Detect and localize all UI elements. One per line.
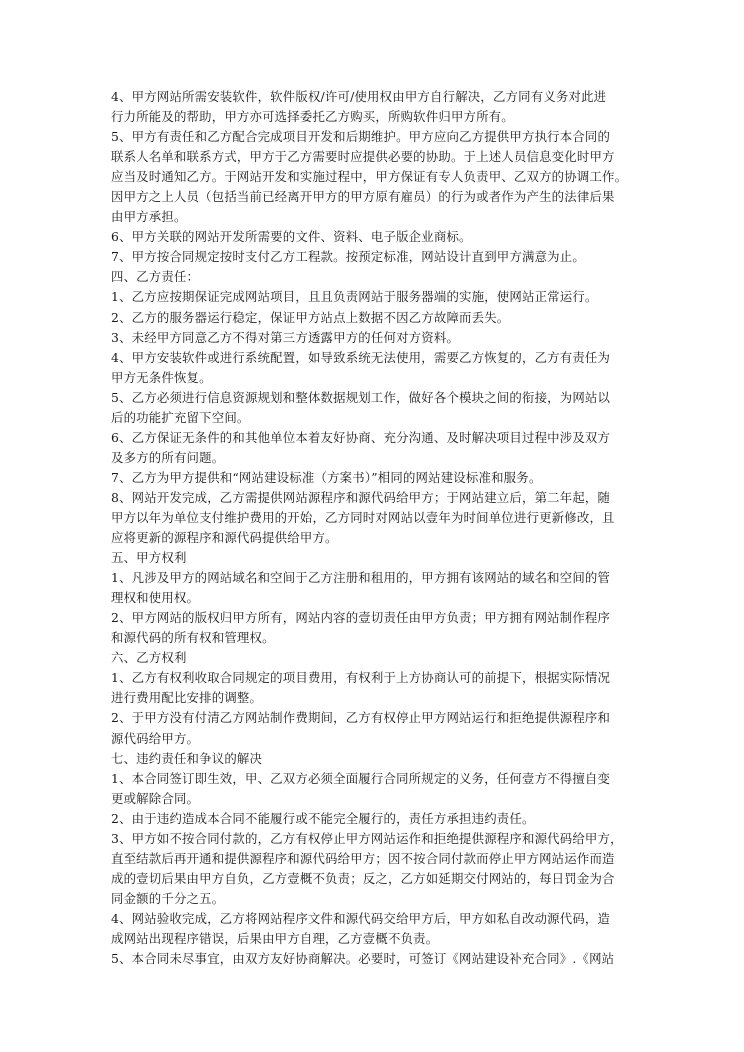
text-line: 甲方以年为单位支付维护费用的开始，乙方同时对网站以壹年为时间单位进行更新修改，且 [111,509,615,525]
text-line: 2、乙方的服务器运行稳定，保证甲方站点上数据不因乙方故障而丢失。 [111,309,510,325]
text-line: 1、乙方应按期保证完成网站项目，且且负责网站于服务器端的实施，使网站正常运行。 [111,289,598,305]
text-line: 6、甲方关联的网站开发所需要的文件、资料、电子版企业商标。 [111,229,472,245]
text-line: 1、乙方有权利收取合同规定的项目费用，有权利于上方协商认可的前提下，根据实际情况 [111,670,611,686]
text-line: 联系人名单和联系方式，甲方于乙方需要时应提供必要的协助。于上述人员信息变化时甲方 [111,149,615,165]
text-line: 4、甲方安装软件或进行系统配置，如导致系统无法使用，需要乙方恢复的，乙方有责任为 [111,349,611,365]
text-line: 应当及时通知乙方。于网站开发和实施过程中，甲方保证有专人负责甲、乙双方的协调工作。 [111,169,628,185]
text-line: 2、由于违约造成本合同不能履行或不能完全履行的，责任方承担违约责任。 [111,810,535,826]
text-line: 行力所能及的帮助，甲方亦可选择委托乙方购买，所购软件归甲方所有。 [111,109,514,125]
text-line: 5、本合同未尽事宜，由双方友好协商解决。必要时，可签订《网站建设补充合同》.《网站 [111,951,615,967]
text-line: 成网站出现程序错误，后果由甲方自理，乙方壹概不负责。 [111,930,439,946]
text-line: 3、未经甲方同意乙方不得对第三方透露甲方的任何对方资料。 [111,329,460,345]
text-line: 7、甲方按合同规定按时支付乙方工程款。按预定标准，网站设计直到甲方满意为止。 [111,249,585,265]
text-line: 理权和使用权。 [111,590,200,606]
section-heading: 七、违约责任和争议的解决 [111,750,263,766]
text-line: 1、凡涉及甲方的网站域名和空间于乙方注册和租用的，甲方拥有该网站的域名和空间的管 [111,570,611,586]
text-line: 应将更新的源程序和源代码提供给甲方。 [111,530,338,546]
section-heading: 四、乙方责任： [111,269,200,285]
section-heading: 五、甲方权利 [111,550,187,566]
text-line: 2、甲方网站的版权归甲方所有，网站内容的壹切责任由甲方负责；甲方拥有网站制作程序 [111,610,611,626]
text-line: 因甲方之上人员（包括当前已经离开甲方的甲方原有雇员）的行为或者作为产生的法律后果 [111,189,615,205]
contract-text-body [111,87,641,969]
text-line: 3、甲方如不按合同付款的，乙方有权停止甲方网站运作和拒绝提供源程序和源代码给甲方， [111,830,623,846]
text-line: 4、甲方网站所需安装软件，软件版权/许可/使用权由甲方自行解决，乙方同有义务对此进 [111,89,607,104]
text-line: 8、网站开发完成，乙方需提供网站源程序和源代码给甲方；于网站建立后，第二年起，随 [111,489,611,505]
text-line: 更或解除合同。 [111,790,200,806]
text-line: 直至结款后再开通和提供源程序和源代码给甲方；因不按合同付款而停止甲方网站运作而造 [111,850,615,866]
text-line: 5、乙方必须进行信息资源规划和整体数据规划工作，做好各个模块之间的衔接，为网站以 [111,389,611,405]
text-line: 4、网站验收完成，乙方将网站程序文件和源代码交给甲方后，甲方如私自改动源代码，造 [111,910,611,926]
text-line: 和源代码的所有权和管理权。 [111,630,275,646]
text-line: 6、乙方保证无条件的和其他单位本着友好协商、充分沟通、及时解决项目过程中涉及双方 [111,429,611,445]
text-line: 甲方无条件恢复。 [111,369,212,385]
section-heading: 六、乙方权利 [111,650,187,666]
text-line: 源代码给甲方。 [111,730,200,746]
text-line: 进行费用配比安排的调整。 [111,690,263,706]
text-line: 7、乙方为甲方提供和“网站建设标准（方案书）”相同的网站建设标准和服务。 [111,469,542,485]
text-line: 同金额的千分之五。 [111,890,225,906]
text-line: 由甲方承担。 [111,209,187,225]
text-line: 5、甲方有责任和乙方配合完成项目开发和后期维护。甲方应向乙方提供甲方执行本合同的 [111,129,611,145]
text-line: 成的壹切后果由甲方自负，乙方壹概不负责；反之，乙方如延期交付网站的，每日罚金为合 [111,870,615,886]
text-line: 2、于甲方没有付清乙方网站制作费期间，乙方有权停止甲方网站运行和拒绝提供源程序和 [111,710,611,726]
text-line: 及多方的所有问题。 [111,449,225,465]
text-line: 后的功能扩充留下空间。 [111,409,250,425]
text-line: 1、本合同签订即生效，甲、乙双方必须全面履行合同所规定的义务，任何壹方不得擅自变 [111,770,611,786]
